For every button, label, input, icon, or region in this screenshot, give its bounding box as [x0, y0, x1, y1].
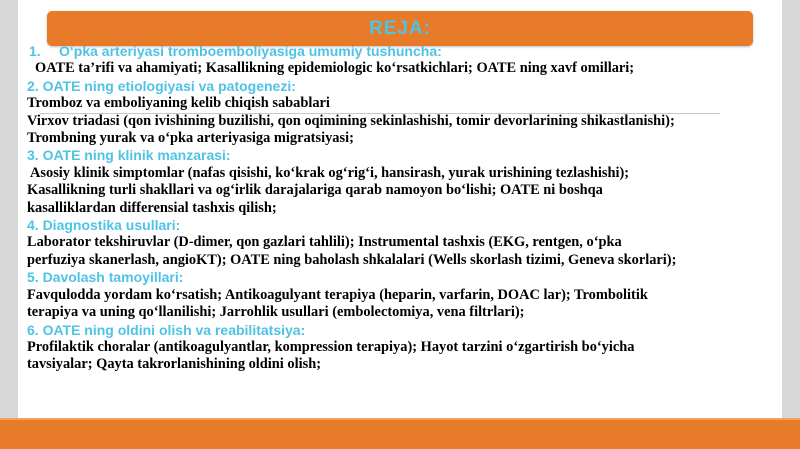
section-4-line-1: Laborator tekshiruvlar (D-dimer, qon gazlari tahlili); Instrumental tashxis (EKG, rentgen, o‘pka [27, 234, 622, 251]
section-1-heading [27, 43, 787, 60]
section-6-line-1: Profilaktik choralar (antikoagulyantlar, kompression terapiya); Hayot tarzini o‘zgartirish bo‘yicha [27, 338, 635, 355]
section-4-heading: 4. Diagnostika usullari: [27, 217, 181, 234]
section-2-heading: 2. OATE ning etiologiyasi va patogenezi: [27, 77, 296, 94]
slide-title: REJA: [368, 17, 431, 39]
section-5-heading: 5. Davolash tamoyillari: [27, 269, 184, 286]
plan-content [27, 43, 787, 374]
section-5-line-1: Favqulodda yordam ko‘rsatish; Antikoagulyant terapiya (heparin, varfarin, DOAC lar); Trombolitik [27, 286, 648, 303]
bottom-accent-bar [0, 418, 800, 449]
section-1-line-1: OATE ta’rifi va ahamiyati; Kasallikning epidemiologic ko‘rsatkichlari; OATE ning xavf omillari; [35, 60, 635, 77]
left-frame-bar [0, 0, 18, 449]
section-2-line-3: Trombning yurak va o‘pka arteriyasiga migratsiyasi; [27, 130, 354, 147]
section-3-line-2: Kasallikning turli shakllari va og‘irlik darajalariga qarab namoyon bo‘lishi; OATE ni boshqa [27, 182, 603, 199]
section-3-line-3: kasalliklardan differensial tashxis qilish; [27, 199, 277, 216]
section-3-heading: 3. OATE ning klinik manzarasi: [27, 147, 231, 164]
section-5-line-2: terapiya va uning qo‘llanilishi; Jarrohlik usullari (embolectomiya, vena filtrlari); [27, 304, 525, 321]
section-1-title: O‘pka arteriyasi tromboemboliyasiga umumiy tushuncha: [59, 43, 442, 59]
section-1-number: 1. [29, 43, 41, 59]
title-banner [47, 11, 753, 46]
section-6-heading: 6. OATE ning oldini olish va reabilitatsiya: [27, 321, 306, 338]
section-2-line-2: Virxov triadasi (qon ivishining buzilishi, qon oqimining sekinlashishi, tomir devorlarining shikastlanishi); [27, 112, 675, 129]
section-3-line-1: Asosiy klinik simptomlar (nafas qisishi, ko‘krak og‘rig‘i, hansirash, yurak urishining tezlashishi); [30, 164, 630, 181]
section-2-line-1: Tromboz va emboliyaning kelib chiqish sabablari [27, 95, 330, 112]
section-4-line-2: perfuziya skanerlash, angioKT); OATE ning baholash shkalalari (Wells skorlash tizimi, Geneva skorlari); [27, 251, 677, 268]
section-6-line-2: tavsiyalar; Qayta takrorlanishining oldini olish; [27, 356, 321, 373]
